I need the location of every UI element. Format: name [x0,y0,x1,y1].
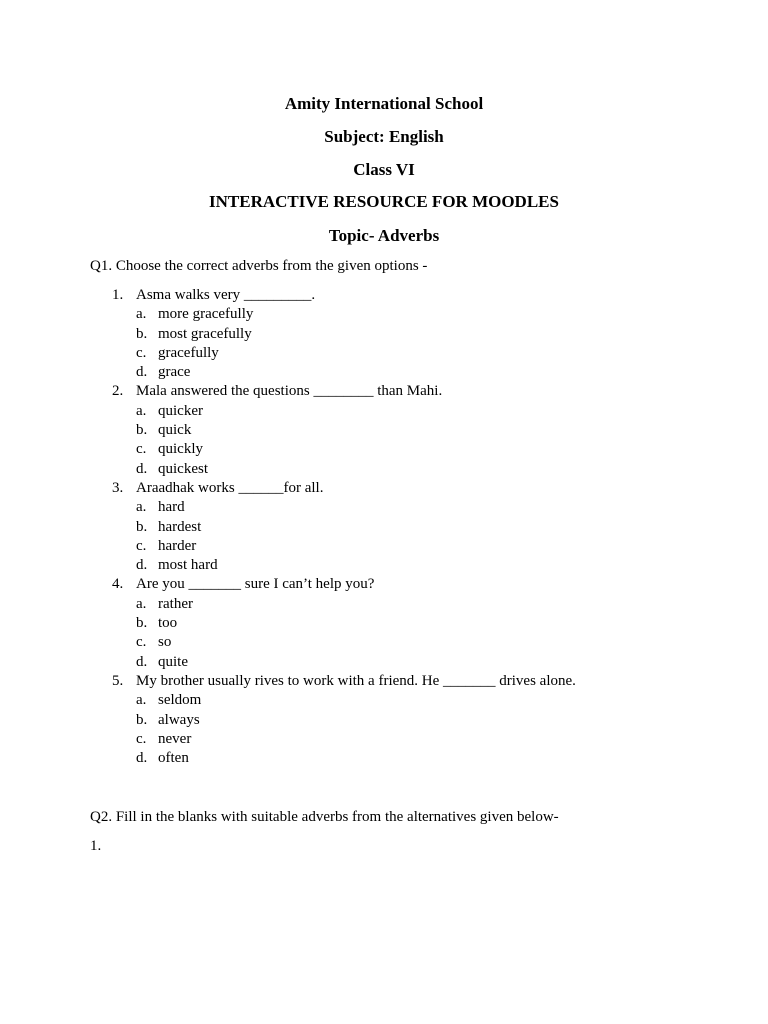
option-letter: b. [136,615,148,632]
question-text: My brother usually rives to work with a friend. He _______ drives alone. [136,672,576,689]
option-text: too [158,615,178,632]
question-number: 3. [112,479,124,496]
question-number: 5. [112,672,124,689]
option-text: quite [158,653,188,670]
question-item [0,575,768,594]
option-text: seldom [158,692,202,709]
option-text: rather [158,595,193,612]
option-text: harder [158,537,197,554]
option-text: often [158,750,189,767]
option-letter: c. [136,441,147,458]
option-item [0,633,768,652]
option-letter: b. [136,325,148,342]
question-text: Are you _______ sure I can’t help you? [136,576,375,593]
q1-question-list [0,286,768,768]
q2-first-item-number: 1. [90,838,102,854]
option-text: quicker [158,402,203,419]
option-letter: b. [136,422,148,439]
option-item [0,305,768,324]
option-item [0,344,768,363]
option-text: gracefully [158,344,219,361]
option-item [0,421,768,440]
option-letter: c. [136,344,147,361]
option-letter: d. [136,653,148,670]
option-letter: c. [136,730,147,747]
option-letter: c. [136,634,147,651]
question-number: 2. [112,383,124,400]
option-letter: a. [136,402,147,419]
option-item [0,518,768,537]
question-text: Asma walks very _________. [136,287,316,303]
option-text: never [158,730,192,747]
option-text: so [158,634,172,651]
option-letter: b. [136,711,148,728]
option-text: most hard [158,557,218,574]
option-letter: d. [136,557,148,574]
option-letter: a. [136,692,147,709]
option-item [0,691,768,710]
question-number: 1. [112,287,124,303]
option-item [0,402,768,421]
option-item [0,537,768,556]
school-name: Amity International School [284,94,484,113]
option-text: more gracefully [158,306,254,323]
question-item [0,479,768,498]
option-item [0,556,768,575]
option-letter: d. [136,364,148,381]
class-heading: Class VI [353,160,415,179]
option-letter: d. [136,460,148,477]
option-text: quickly [158,441,203,458]
question-number: 4. [112,576,124,593]
option-item [0,730,768,749]
question-item [0,672,768,691]
question-text: Araadhak works ______for all. [136,479,324,496]
option-item [0,653,768,672]
option-item [0,614,768,633]
option-text: always [158,711,200,728]
option-item [0,749,768,768]
subject-heading: Subject: English [324,127,444,146]
question-text: Mala answered the questions ________ than Mahi. [136,383,443,400]
option-item [0,363,768,382]
option-letter: d. [136,750,148,767]
option-text: quickest [158,460,208,477]
option-item [0,460,768,479]
option-item [0,440,768,459]
option-letter: a. [136,499,147,516]
option-item [0,325,768,344]
option-text: hard [158,499,185,516]
option-item [0,498,768,517]
option-text: grace [158,364,191,381]
question-item [0,286,768,305]
option-letter: a. [136,595,147,612]
topic-heading: Topic- Adverbs [328,226,440,245]
option-letter: b. [136,518,148,535]
q2-instruction: Q2. Fill in the blanks with suitable adverbs from the alternatives given below- [90,809,559,825]
question-item [0,382,768,401]
resource-heading: INTERACTIVE RESOURCE FOR MOODLES [209,192,559,211]
q1-instruction: Q1. Choose the correct adverbs from the given options - [90,258,428,274]
option-item [0,595,768,614]
option-letter: a. [136,306,147,323]
option-item [0,711,768,730]
option-text: most gracefully [158,325,252,342]
option-letter: c. [136,537,147,554]
option-text: hardest [158,518,202,535]
option-text: quick [158,422,192,439]
